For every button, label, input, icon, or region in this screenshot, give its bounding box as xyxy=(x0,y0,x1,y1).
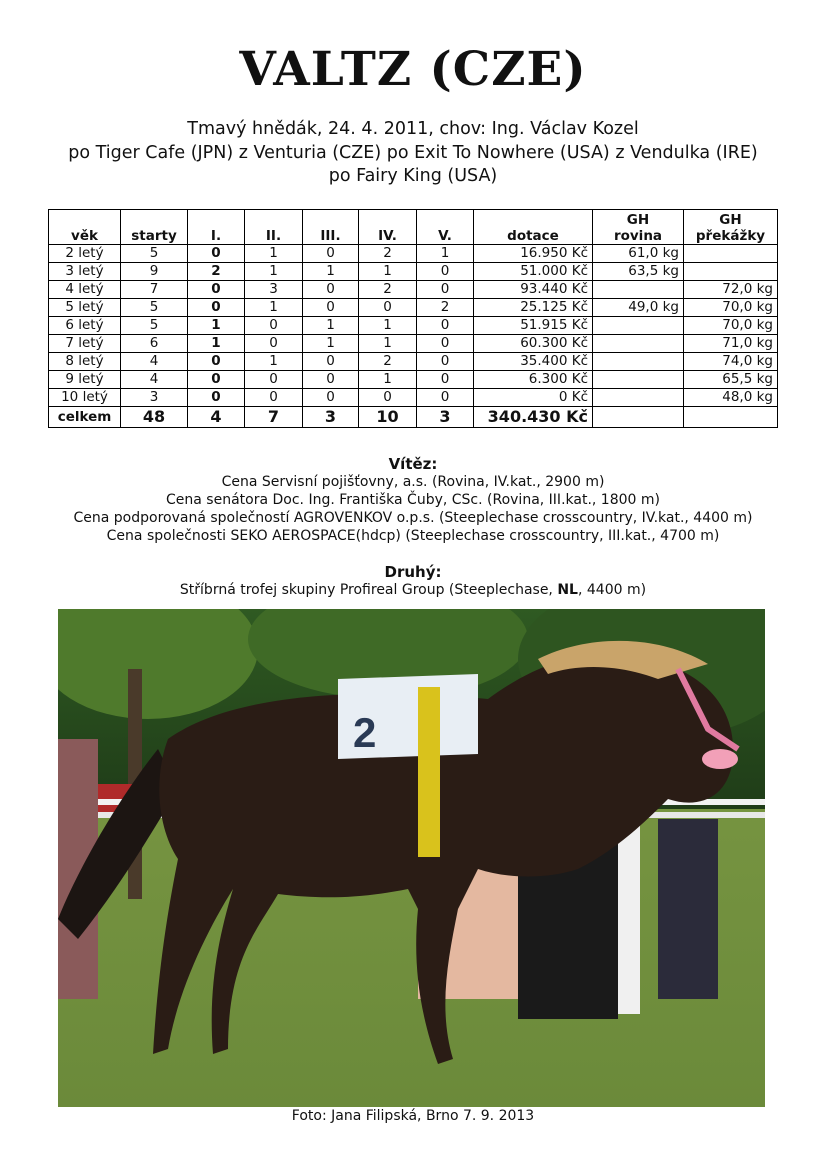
total-gh-jumps xyxy=(684,407,778,428)
table-row xyxy=(49,335,778,353)
col-header-3rd: III. xyxy=(303,210,359,245)
gh-jumps-line2: překážky xyxy=(695,228,766,244)
cell-gh-flat xyxy=(593,317,684,335)
cell-2nd: 1 xyxy=(245,263,303,281)
cell-age: 8 letý xyxy=(49,353,121,371)
cell-5th: 2 xyxy=(417,299,474,317)
cell-prize-money: 51.915 Kč xyxy=(474,317,593,335)
cell-5th: 0 xyxy=(417,281,474,299)
cell-age: 2 letý xyxy=(49,245,121,263)
table-row xyxy=(49,353,778,371)
cell-2nd: 0 xyxy=(245,371,303,389)
cell-1st: 0 xyxy=(188,245,245,263)
table-header-row xyxy=(49,210,778,245)
second-heading: Druhý: xyxy=(384,563,442,581)
total-3rd: 3 xyxy=(303,407,359,428)
cell-3rd: 0 xyxy=(303,371,359,389)
total-starts: 48 xyxy=(121,407,188,428)
cell-prize-money: 60.300 Kč xyxy=(474,335,593,353)
cell-starts: 5 xyxy=(121,245,188,263)
pedigree-line: po Tiger Cafe (JPN) z Venturia (CZE) po Exit To Nowhere (USA) z Vendulka (IRE) xyxy=(68,143,758,163)
cell-gh-flat xyxy=(593,335,684,353)
second-race-text: Stříbrná trofej skupiny Profireal Group (Steeplechase, xyxy=(179,582,558,598)
cell-gh-jumps: 74,0 kg xyxy=(684,353,778,371)
winner-section xyxy=(0,455,826,545)
cell-starts: 5 xyxy=(121,299,188,317)
cell-3rd: 1 xyxy=(303,317,359,335)
cell-gh-jumps: 71,0 kg xyxy=(684,335,778,353)
total-5th: 3 xyxy=(417,407,474,428)
table-row xyxy=(49,299,778,317)
cell-2nd: 1 xyxy=(245,245,303,263)
noseband xyxy=(702,749,738,769)
photo-caption: Foto: Jana Filipská, Brno 7. 9. 2013 xyxy=(291,1108,535,1124)
cell-prize-money: 35.400 Kč xyxy=(474,353,593,371)
cell-5th: 0 xyxy=(417,317,474,335)
cell-age: 10 letý xyxy=(49,389,121,407)
cell-gh-jumps: 70,0 kg xyxy=(684,299,778,317)
total-prize-money: 340.430 Kč xyxy=(474,407,593,428)
total-2nd: 7 xyxy=(245,407,303,428)
table-total-row xyxy=(49,407,778,428)
cell-1st: 2 xyxy=(188,263,245,281)
cell-1st: 0 xyxy=(188,299,245,317)
cell-prize-money: 25.125 Kč xyxy=(474,299,593,317)
cell-gh-flat: 63,5 kg xyxy=(593,263,684,281)
pedigree-line-continued: po Fairy King (USA) xyxy=(328,166,498,186)
winner-race: Cena senátora Doc. Ing. Františka Čuby, CSc. (Rovina, III.kat., 1800 m) xyxy=(166,492,660,508)
cell-3rd: 0 xyxy=(303,299,359,317)
cell-4th: 0 xyxy=(359,389,417,407)
cell-gh-jumps: 70,0 kg xyxy=(684,317,778,335)
cell-starts: 3 xyxy=(121,389,188,407)
cell-4th: 1 xyxy=(359,317,417,335)
second-race xyxy=(0,581,826,599)
cell-5th: 1 xyxy=(417,245,474,263)
cell-prize-money: 51.000 Kč xyxy=(474,263,593,281)
col-header-starts: starty xyxy=(121,210,188,245)
cell-5th: 0 xyxy=(417,263,474,281)
horse-photo-illustration xyxy=(58,609,765,1107)
table-row xyxy=(49,371,778,389)
table-row xyxy=(49,389,778,407)
cell-gh-flat xyxy=(593,353,684,371)
cell-starts: 5 xyxy=(121,317,188,335)
total-gh-flat xyxy=(593,407,684,428)
cell-age: 6 letý xyxy=(49,317,121,335)
cell-starts: 4 xyxy=(121,371,188,389)
horse-photo xyxy=(58,609,765,1107)
col-header-prize-money: dotace xyxy=(474,210,593,245)
cell-2nd: 1 xyxy=(245,353,303,371)
col-header-4th: IV. xyxy=(359,210,417,245)
col-header-1st: I. xyxy=(188,210,245,245)
total-label: celkem xyxy=(49,407,121,428)
table-row xyxy=(49,317,778,335)
cell-5th: 0 xyxy=(417,389,474,407)
winner-race: Cena společnosti SEKO AEROSPACE(hdcp) (Steeplechase crosscountry, III.kat., 4700 m) xyxy=(106,528,720,544)
cell-prize-money: 16.950 Kč xyxy=(474,245,593,263)
table-row xyxy=(49,281,778,299)
second-race-nl: NL xyxy=(557,582,578,598)
cell-1st: 0 xyxy=(188,371,245,389)
cell-prize-money: 0 Kč xyxy=(474,389,593,407)
cell-prize-money: 93.440 Kč xyxy=(474,281,593,299)
saddle-number: 2 xyxy=(353,709,377,756)
winner-heading: Vítěz: xyxy=(388,455,438,473)
cell-gh-jumps xyxy=(684,263,778,281)
cell-5th: 0 xyxy=(417,335,474,353)
cell-3rd: 0 xyxy=(303,389,359,407)
gh-jumps-line1: GH xyxy=(719,212,742,228)
horse-info-line: Tmavý hnědák, 24. 4. 2011, chov: Ing. Václav Kozel xyxy=(187,119,639,139)
cell-gh-flat: 61,0 kg xyxy=(593,245,684,263)
cell-age: 9 letý xyxy=(49,371,121,389)
cell-3rd: 1 xyxy=(303,335,359,353)
cell-2nd: 0 xyxy=(245,389,303,407)
cell-prize-money: 6.300 Kč xyxy=(474,371,593,389)
second-place-section xyxy=(0,563,826,599)
total-4th: 10 xyxy=(359,407,417,428)
cell-gh-flat xyxy=(593,281,684,299)
total-1st: 4 xyxy=(188,407,245,428)
gh-flat-line2: rovina xyxy=(613,228,663,244)
cell-gh-jumps: 65,5 kg xyxy=(684,371,778,389)
race-statistics-table xyxy=(48,209,778,428)
cell-2nd: 0 xyxy=(245,317,303,335)
cell-age: 4 letý xyxy=(49,281,121,299)
cell-age: 7 letý xyxy=(49,335,121,353)
winner-race: Cena podporovaná společností AGROVENKOV o.p.s. (Steeplechase crosscountry, IV.kat., 4400 m) xyxy=(73,510,753,526)
horse-name-title: VALTZ (CZE) xyxy=(239,42,587,97)
cell-1st: 0 xyxy=(188,353,245,371)
cell-1st: 0 xyxy=(188,281,245,299)
cell-2nd: 3 xyxy=(245,281,303,299)
girth-strap xyxy=(418,687,440,857)
cell-gh-flat xyxy=(593,389,684,407)
cell-1st: 0 xyxy=(188,389,245,407)
winner-race: Cena Servisní pojišťovny, a.s. (Rovina, IV.kat., 2900 m) xyxy=(221,474,605,490)
table-row xyxy=(49,245,778,263)
cell-gh-flat: 49,0 kg xyxy=(593,299,684,317)
cell-1st: 1 xyxy=(188,317,245,335)
cell-2nd: 0 xyxy=(245,335,303,353)
cell-4th: 2 xyxy=(359,281,417,299)
cell-3rd: 0 xyxy=(303,281,359,299)
cell-age: 3 letý xyxy=(49,263,121,281)
col-header-5th: V. xyxy=(417,210,474,245)
cell-starts: 6 xyxy=(121,335,188,353)
cell-age: 5 letý xyxy=(49,299,121,317)
cell-4th: 1 xyxy=(359,371,417,389)
cell-4th: 0 xyxy=(359,299,417,317)
second-race-text-end: , 4400 m) xyxy=(577,582,647,598)
col-header-gh-flat xyxy=(593,210,684,245)
col-header-gh-jumps xyxy=(684,210,778,245)
cell-starts: 9 xyxy=(121,263,188,281)
cell-3rd: 0 xyxy=(303,353,359,371)
cell-gh-jumps: 48,0 kg xyxy=(684,389,778,407)
table-row xyxy=(49,263,778,281)
col-header-age: věk xyxy=(49,210,121,245)
cell-starts: 4 xyxy=(121,353,188,371)
cell-4th: 2 xyxy=(359,353,417,371)
cell-4th: 1 xyxy=(359,335,417,353)
cell-5th: 0 xyxy=(417,353,474,371)
gh-flat-line1: GH xyxy=(626,212,650,228)
cell-5th: 0 xyxy=(417,371,474,389)
cell-2nd: 1 xyxy=(245,299,303,317)
cell-3rd: 0 xyxy=(303,245,359,263)
cell-4th: 1 xyxy=(359,263,417,281)
second-handler xyxy=(658,819,718,999)
cell-starts: 7 xyxy=(121,281,188,299)
cell-gh-jumps xyxy=(684,245,778,263)
cell-1st: 1 xyxy=(188,335,245,353)
cell-3rd: 1 xyxy=(303,263,359,281)
cell-gh-flat xyxy=(593,371,684,389)
col-header-2nd: II. xyxy=(245,210,303,245)
cell-4th: 2 xyxy=(359,245,417,263)
cell-gh-jumps: 72,0 kg xyxy=(684,281,778,299)
